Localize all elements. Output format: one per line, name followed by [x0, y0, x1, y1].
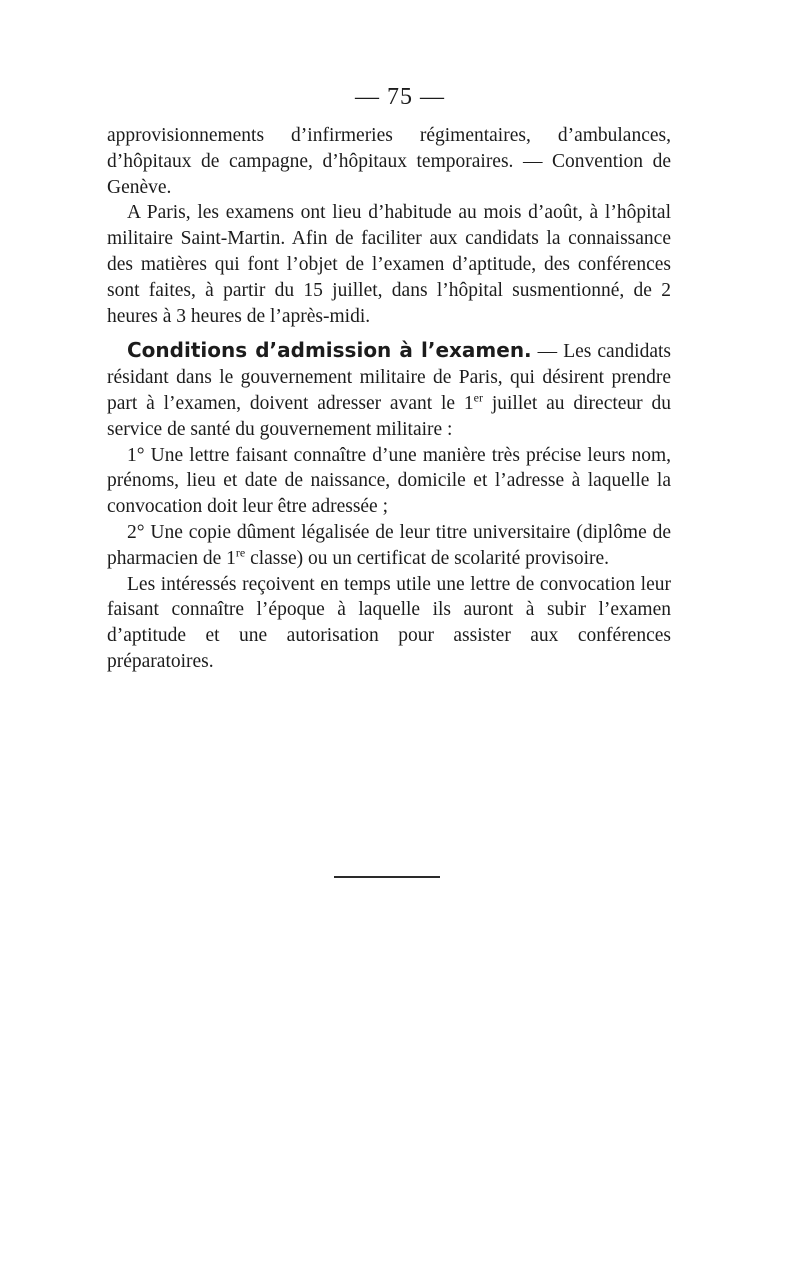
paragraph-3-text-a: Les candidats résidant dans le gouvernement militaire de Paris, qui désirent prendre part à l’examen, doivent adresser avant le 1: [107, 341, 671, 414]
closing-rule: [334, 876, 440, 878]
superscript-er: er: [473, 390, 483, 405]
paragraph-2: A Paris, les examens ont lieu d’habitude au mois d’août, à l’hôpital militaire Saint-Martin. Afin de faciliter aux candidats la connaissance des matières qui font l’objet de l’examen d’aptitude, des conférences sont faites, à partir du 15 juillet, dans l’hôpital susmentionné, de 2 heures à 3 heures de l’après-midi.: [107, 202, 671, 327]
paragraph-5-text-b: classe) ou un certificat de scolarité provisoire.: [245, 547, 610, 569]
paragraph-3: [107, 338, 671, 442]
paragraph-5-text-a: 2° Une copie dûment légalisée de leur titre universitaire (diplôme de pharmacien de 1: [107, 521, 671, 569]
heading-separator: —: [531, 341, 564, 363]
page-number: — 75 —: [355, 84, 445, 110]
paragraph-5: [107, 520, 671, 572]
superscript-re: re: [235, 545, 246, 560]
paragraph-6: Les intéressés reçoivent en temps utile une lettre de convocation leur faisant connaître l’époque à laquelle ils auront à subir l’examen d’aptitude et une autorisation pour assister aux conférences préparatoires.: [107, 573, 671, 672]
paragraph-3-text-b: juillet au directeur du service de santé du gouvernement militaire :: [107, 392, 672, 440]
paragraph-4: 1° Une lettre faisant connaître d’une manière très précise leurs nom, prénoms, lieu et date de naissance, domicile et l’adresse à laquelle la convocation doit leur être adressée ;: [107, 444, 671, 518]
paragraph-1: approvisionnements d’infirmeries régimentaires, d’ambulances, d’hôpitaux de campagne, d’hôpitaux temporaires. — Convention de Genève.: [107, 125, 671, 198]
body-text: [107, 123, 671, 675]
section-heading: Conditions d’admission à l’examen.: [127, 338, 532, 363]
